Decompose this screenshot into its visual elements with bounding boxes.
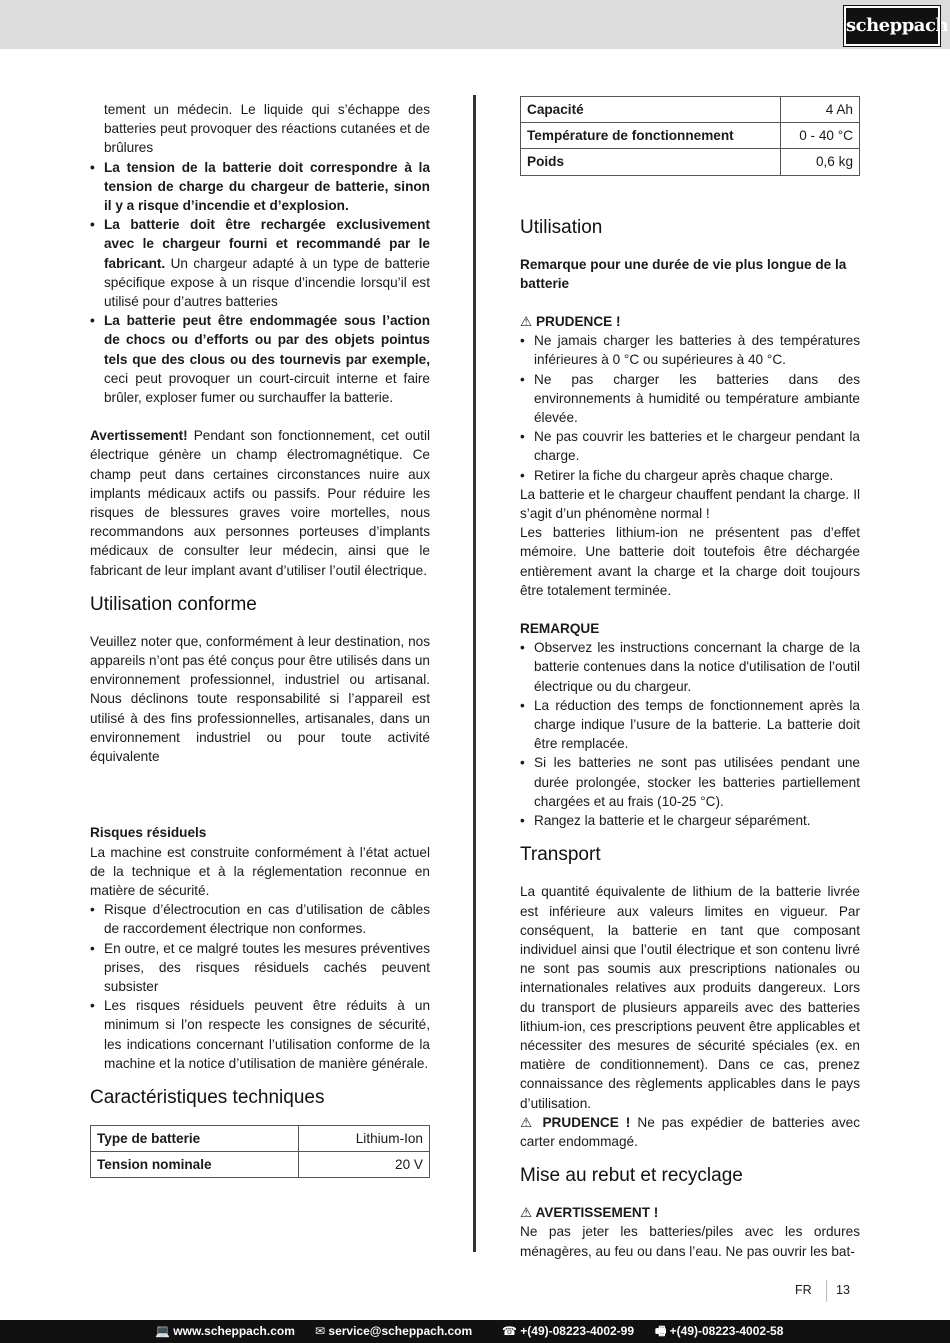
list-item: • Rangez la batterie et le chargeur séparément.	[520, 811, 860, 830]
page-number: 13	[836, 1283, 850, 1297]
list-item: • Si les batteries ne sont pas utilisées pendant une durée prolongée, stocker les batteries partiellement chargées et au frais (10-25 °C).	[520, 753, 860, 811]
footer-email[interactable]: ✉ service@scheppach.com	[315, 1324, 473, 1338]
remarque-list	[520, 638, 860, 830]
list-item: • La batterie peut être endommagée sous l’action de chocs ou d’efforts ou par des objets pointus tels que des clous ou des tournevis par exemple, ceci peut provoquer un court-circuit interne et faire brûler, exploser fumer ou surchauffer la batterie.	[90, 311, 430, 407]
list-item: • Ne pas charger les batteries dans des environnements à humidité ou température ambiante élevée.	[520, 370, 860, 428]
page-indicator	[795, 1283, 850, 1297]
table-row: Capacité 4 Ah	[521, 97, 860, 123]
remark-title: Remarque pour une durée de vie plus longue de la batterie	[520, 256, 847, 291]
avertissement-text: Ne pas jeter les batteries/piles avec les ordures ménagères, au feu ou dans l’eau. Ne pas ouvrir les bat-	[520, 1224, 860, 1259]
list-item: • La batterie doit être rechargée exclusivement avec le chargeur fourni et recommandé par le fabricant. Un chargeur adapté à un type de batterie spécifique expose à un risque d’incendie lorsqu’il est utilisé pour d’autres batteries	[90, 215, 430, 311]
risques-list	[90, 900, 430, 1073]
intro-continuation: tement un médecin. Le liquide qui s’échappe des batteries peut provoquer des réactions cutanées et de brûlures	[104, 102, 430, 156]
table-row: Type de batterie Lithium-Ion	[91, 1125, 430, 1151]
left-column	[90, 100, 430, 1178]
spec-table-left	[90, 1125, 430, 1178]
table-row: Température de fonctionnement 0 - 40 °C	[521, 123, 860, 149]
column-divider	[473, 95, 476, 1252]
table-row: Tension nominale 20 V	[91, 1152, 430, 1178]
list-item: • Observez les instructions concernant la charge de la batterie contenues dans la notice d'utilisation de l’outil électrique ou du chargeur.	[520, 638, 860, 696]
heading-transport: Transport	[520, 844, 601, 866]
list-item: • La tension de la batterie doit correspondre à la tension de charge du chargeur de batterie, sinon il y a risque d’incendie et d’explosion.	[90, 158, 430, 216]
footer-fax: 🖷 +(49)-08223-4002-58	[655, 1324, 784, 1338]
list-item: • Les risques résiduels peuvent être réduits à un minimum si l’on respecte les consignes de sécurité, les indications concernant l’utilisation conforme de la machine et la notice d’utilisation de manière générale.	[90, 996, 430, 1073]
emf-warning: Avertissement! Pendant son fonctionnement, cet outil électrique génère un champ électromagnétique. Ce champ peut dans certaines circonstances nuire aux implants médicaux actifs ou passifs. Pour réduire les risques de blessures graves voire mortelles, nous recommandons aux personnes porteuses d’implants médicaux de consulter leur médecin, ainsi que le fabricant de leur implant avant d’utiliser l’outil électrique.	[90, 428, 430, 578]
list-item: • Risque d’électrocution en cas d’utilisation de câbles de raccordement électrique non conformes.	[90, 900, 430, 938]
list-item: • Ne jamais charger les batteries à des températures inférieures à 0 °C ou supérieures à 40 °C.	[520, 331, 860, 369]
heading-caracteristiques: Caractéristiques techniques	[90, 1086, 325, 1108]
footer-website[interactable]: 💻 www.scheppach.com	[155, 1324, 295, 1338]
conforme-text: Veuillez noter que, conformément à leur destination, nos appareils n’ont pas été conçus pour être utilisés dans un environnement professionnel, industriel ou artisanal. Nous déclinons toute responsabilité si l’appareil est utilisé à des fins professionnelles, artisanales, dans un environnement industriel ou pour toute activité équivalente	[90, 633, 430, 765]
list-item: • Ne pas couvrir les batteries et le chargeur pendant la charge.	[520, 427, 860, 465]
risques-text: La machine est construite conformément à l’état actuel de la technique et à la réglementation reconnue en matière de sécurité.	[90, 844, 430, 898]
remarque-title: REMARQUE	[520, 621, 600, 637]
prudence-list	[520, 331, 860, 485]
charge-heat-text: La batterie et le chargeur chauffent pendant la charge. Il s’agit d’un phénomène normal !	[520, 486, 860, 522]
footer-bar	[0, 1320, 950, 1343]
heading-utilisation-conforme: Utilisation conforme	[90, 593, 257, 615]
table-row: Poids 0,6 kg	[521, 149, 860, 175]
spec-table-right	[520, 96, 860, 176]
language-code: FR	[795, 1283, 812, 1297]
risques-title: Risques résiduels	[90, 825, 207, 841]
prudence-title: ⚠ PRUDENCE !	[520, 314, 621, 330]
footer-phone: ☎ +(49)-08223-4002-99	[502, 1324, 635, 1338]
memory-effect-text: Les batteries lithium-ion ne présentent pas d’effet mémoire. Une batterie doit toutefois être déchargée entièrement avant la charge et la charge doit toujours être totalement terminée.	[520, 525, 860, 598]
avertissement-title: ⚠ AVERTISSEMENT !	[520, 1205, 659, 1221]
battery-safety-list	[90, 158, 430, 408]
list-item: • La réduction des temps de fonctionnement après la charge indique l’usure de la batterie. La batterie doit être remplacée.	[520, 696, 860, 754]
scheppach-logo: scheppach	[844, 6, 940, 46]
header-bar	[0, 0, 950, 49]
transport-prudence: ⚠ PRUDENCE ! Ne pas expédier de batteries avec carter endommagé.	[520, 1114, 860, 1149]
list-item: • En outre, et ce malgré toutes les mesures préventives prises, des risques résiduels cachés peuvent subsister	[90, 939, 430, 997]
heading-utilisation: Utilisation	[520, 216, 603, 238]
transport-text: La quantité équivalente de lithium de la batterie livrée est inférieure aux valeurs limites en vigueur. Par conséquent, la batterie en tant que composant individuel ainsi que l’outil électrique et son contenu livré ne sont pas soumis aux prescriptions nationales ou internationales relatives aux produits dangereux. Lors du transport de plusieurs appareils avec des batteries lithium-ion, ces prescriptions peuvent être applicables et nécessiter des mesures de sécurité spéciales (ex. en matière de conditionnement). Dans ce cas, prenez connaissance des règlements applicables dans le pays d’utilisation.	[520, 884, 860, 1111]
right-column	[520, 96, 860, 1261]
heading-mise-au-rebut: Mise au rebut et recyclage	[520, 1165, 743, 1187]
list-item: • Retirer la fiche du chargeur après chaque charge.	[520, 466, 860, 485]
pager-divider	[826, 1280, 827, 1302]
